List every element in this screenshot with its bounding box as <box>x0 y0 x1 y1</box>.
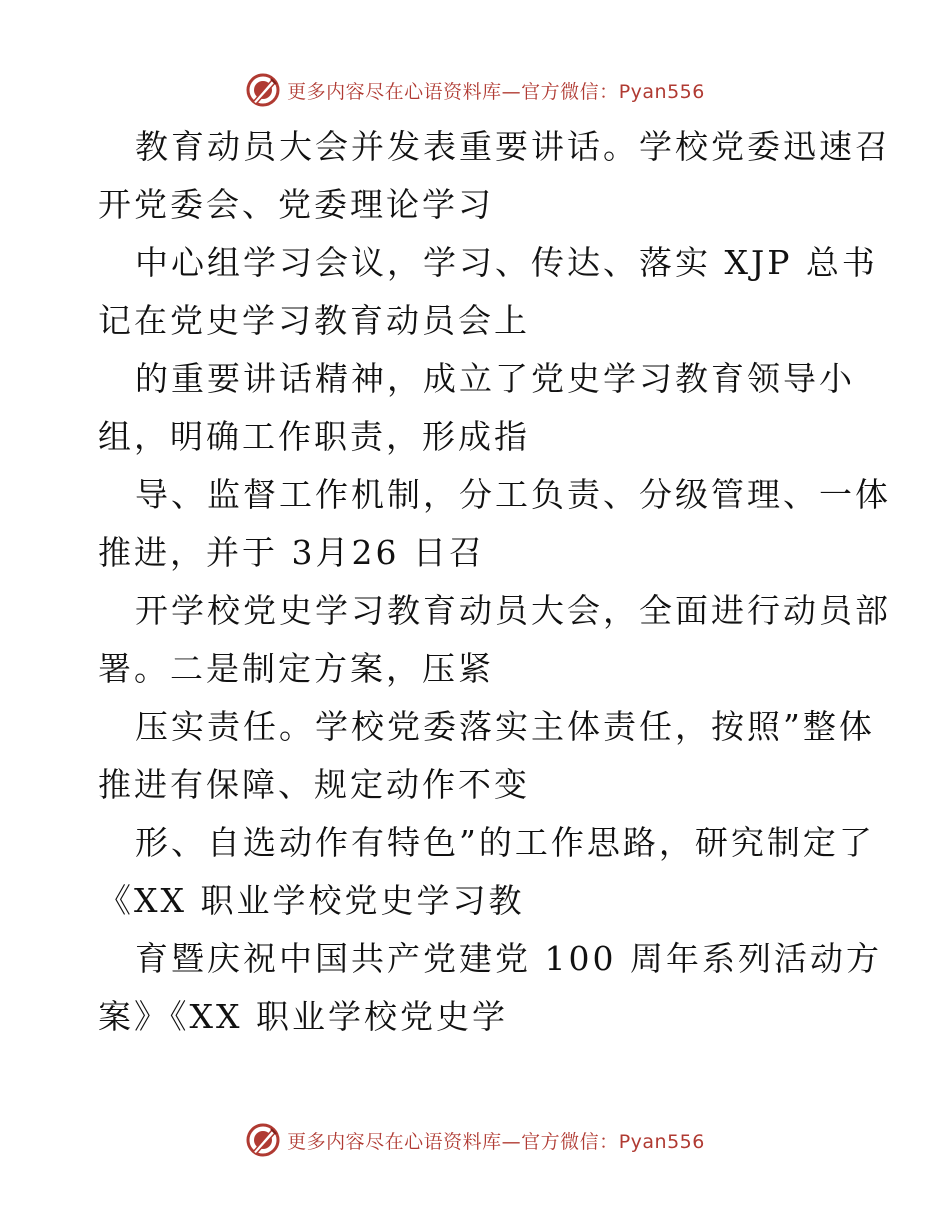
body-text-line: 推进，并于 3月26 日召 <box>98 533 485 572</box>
body-text-line: 压实责任。学校党委落实主体责任，按照”整体 <box>135 707 875 746</box>
watermark-wechat-id: Pyan556 <box>618 1130 705 1153</box>
watermark-text <box>287 77 705 104</box>
body-text-line: 案》《XX 职业学校党史学 <box>98 997 508 1036</box>
watermark-main: 更多内容尽在心语资料库 <box>287 80 502 103</box>
body-text-line: 的重要讲话精神，成立了党史学习教育领导小 <box>135 359 855 398</box>
pen-seal-logo-icon <box>245 72 281 108</box>
body-text-line: 《XX 职业学校党史学习教 <box>98 881 525 920</box>
document-body <box>98 118 891 1046</box>
watermark-dash: — <box>501 80 522 103</box>
body-text-line: 署。二是制定方案，压紧 <box>98 649 494 688</box>
watermark-text <box>287 1127 705 1154</box>
body-text-line: 开党委会、党委理论学习 <box>98 185 494 224</box>
watermark-dash: — <box>501 1130 522 1153</box>
body-text-line: 中心组学习会议，学习、传达、落实 XJP 总书 <box>135 243 878 282</box>
watermark-main: 更多内容尽在心语资料库 <box>287 1130 502 1153</box>
body-text-line: 记在党史学习教育动员会上 <box>98 301 530 340</box>
header-watermark <box>0 70 950 110</box>
watermark-wechat-label: 官方微信： <box>521 1130 619 1153</box>
watermark-wechat-id: Pyan556 <box>618 80 705 103</box>
body-text-line: 育暨庆祝中国共产党建党 100 周年系列活动方 <box>135 939 882 978</box>
body-text-line: 教育动员大会并发表重要讲话。学校党委迅速召 <box>135 127 891 166</box>
body-text-line: 组，明确工作职责，形成指 <box>98 417 530 456</box>
body-text-line: 导、监督工作机制，分工负责、分级管理、一体 <box>135 475 891 514</box>
body-text-line: 开学校党史学习教育动员大会，全面进行动员部 <box>135 591 891 630</box>
footer-watermark <box>0 1120 950 1160</box>
watermark-wechat-label: 官方微信： <box>521 80 619 103</box>
pen-seal-logo-icon <box>245 1122 281 1158</box>
body-text-line: 推进有保障、规定动作不变 <box>98 765 530 804</box>
body-text-line: 形、自选动作有特色”的工作思路，研究制定了 <box>135 823 875 862</box>
